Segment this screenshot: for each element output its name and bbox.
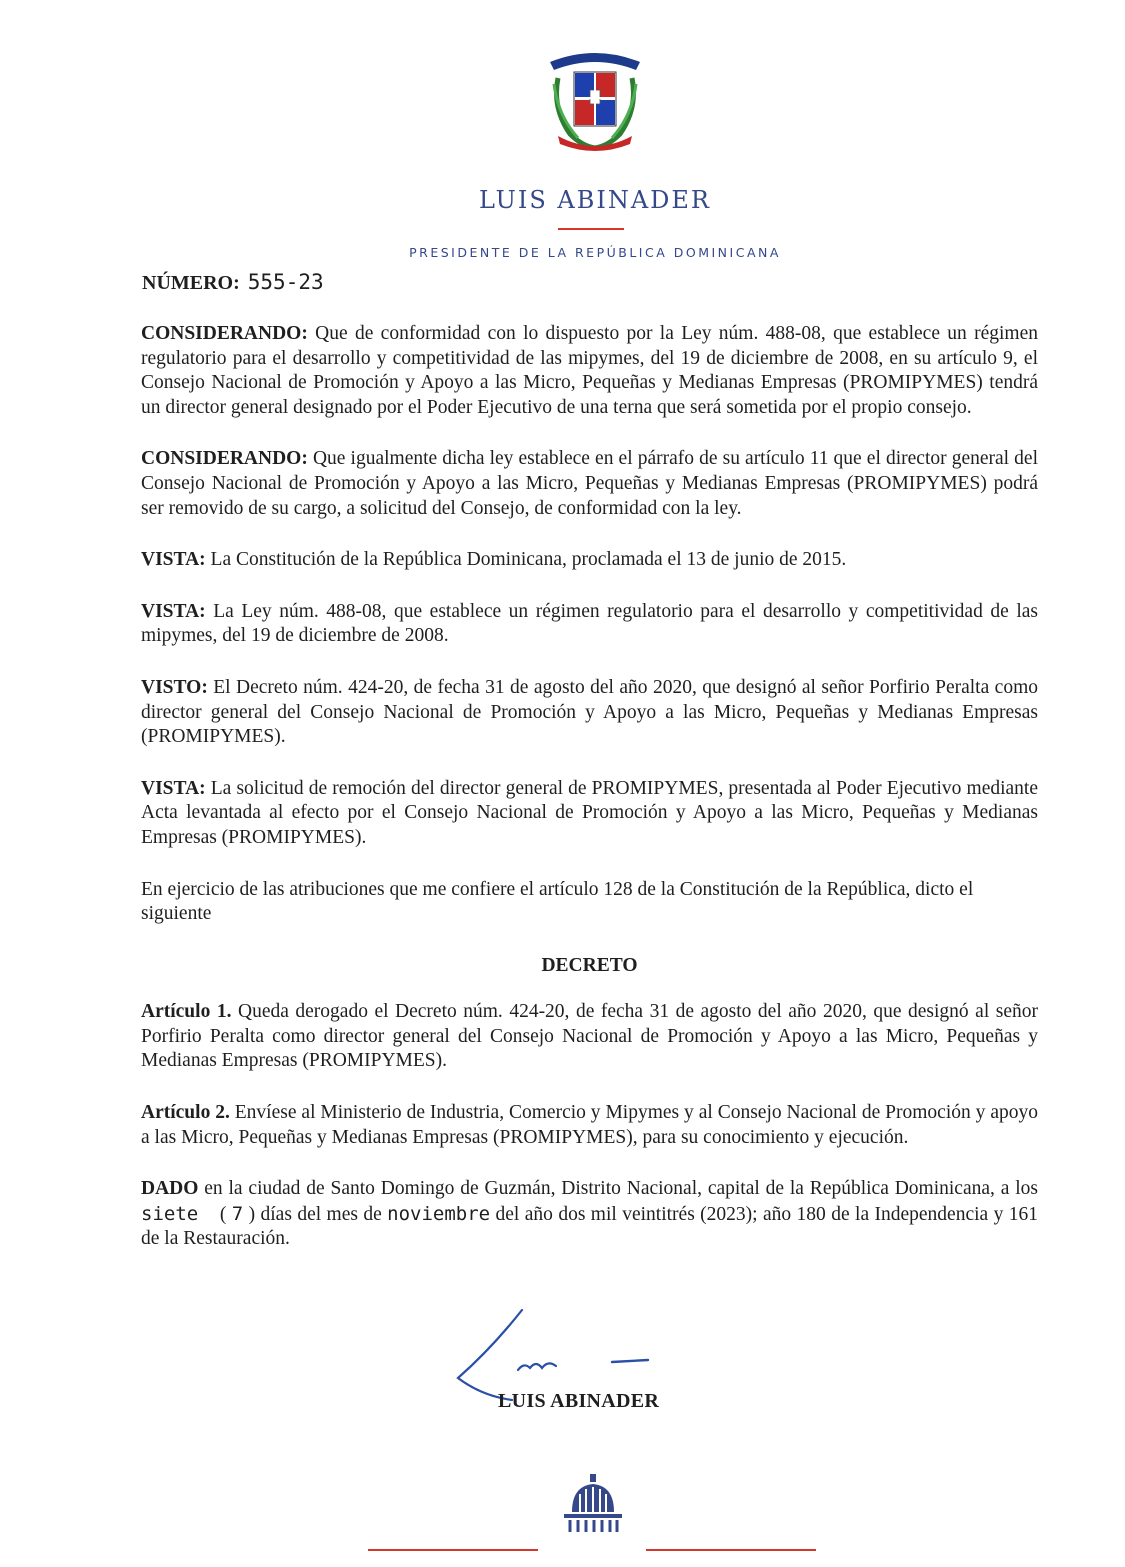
day-word: siete — [141, 1202, 199, 1225]
decree-number-label: NÚMERO: — [142, 272, 240, 294]
paragraph-text: Que de conformidad con lo dispuesto por la Ley núm. 488-08, que establece un régimen regulatorio para el desarrollo y competitividad de las mipymes, del 19 de diciembre de 2008, en su artículo 9, el Consejo Nacional de Promoción y Apoyo a las Micro, Pequeñas y Medianas Empresas (PROMIPYMES) tendrá un director general designado por el Poder Ejecutivo de una terna que será sometida por el propio consejo. — [141, 323, 1038, 418]
palace-dome-icon — [560, 1474, 626, 1534]
paragraph — [141, 548, 1038, 573]
header-name: LUIS ABINADER — [478, 186, 711, 214]
header-subtitle: PRESIDENTE DE LA REPÚBLICA DOMINICANA — [409, 245, 781, 260]
dado-paragraph: DADO en la ciudad de Santo Domingo de Guzmán, Distrito Nacional, capital de la República Dominicana, a los siete ( 7 ) días del mes de noviembre del año dos mil veintitrés (2023); año 180 de la Independencia y 161 de la Restauración. — [141, 1178, 1038, 1250]
paragraph-text: La Constitución de la República Dominicana, proclamada el 13 de junio de 2015. — [205, 549, 847, 571]
paragraph — [141, 676, 1038, 750]
article-text: Envíese al Ministerio de Industria, Comercio y Mipymes y al Consejo Nacional de Promoción y apoyo a las Micro, Pequeñas y Medianas Empresas (PROMIPYMES), para su conocimiento y ejecución. — [141, 1102, 1038, 1148]
footer-line-left — [368, 1549, 538, 1551]
month-name: noviembre — [387, 1202, 491, 1225]
dado-text: en la ciudad de Santo Domingo de Guzmán, Distrito Nacional, capital de la República Dominicana, a los — [198, 1178, 1038, 1200]
paragraph — [141, 878, 1038, 927]
dado-lead: DADO — [141, 1178, 199, 1200]
decreto-title: DECRETO — [541, 954, 638, 976]
paragraph-text: La Ley núm. 488-08, que establece un régimen regulatorio para el desarrollo y competitividad de las mipymes, del 19 de diciembre de 2008. — [141, 600, 1038, 647]
decree-number — [142, 270, 324, 295]
coat-of-arms-seal — [544, 38, 646, 156]
paragraph-text: En ejercicio de las atribuciones que me confiere el artículo 128 de la Constitución de la República, dicto el siguiente — [141, 878, 974, 925]
article — [141, 1101, 1038, 1150]
article-lead: Artículo 1. — [141, 1001, 232, 1023]
footer-line-right — [646, 1549, 816, 1551]
article-lead: Artículo 2. — [141, 1102, 230, 1124]
signature-name: LUIS ABINADER — [498, 1390, 660, 1412]
document-body — [141, 322, 1038, 1279]
article — [141, 1000, 1038, 1074]
header-divider — [558, 228, 624, 230]
dado-text: del año dos mil veintitrés (2023); año 180 de la Independencia y 161 de la Restauración. — [141, 1203, 1038, 1250]
paragraph-lead: VISTO: — [141, 676, 208, 698]
paragraph — [141, 600, 1038, 649]
day-number: 7 — [231, 1202, 244, 1225]
decree-number-value: 555-23 — [247, 270, 324, 294]
paragraph — [141, 777, 1038, 851]
paragraph-lead: VISTA: — [141, 549, 206, 571]
paragraph-lead: VISTA: — [141, 777, 206, 799]
paragraph-text: Que igualmente dicha ley establece en el párrafo de su artículo 11 que el director general del Consejo Nacional de Promoción y Apoyo a las Micro, Pequeñas y Medianas Empresas (PROMIPYMES) podrá ser removido de su cargo, a solicitud del Consejo, de conformidad con la ley. — [141, 448, 1038, 519]
article-text: Queda derogado el Decreto núm. 424-20, de fecha 31 de agosto del año 2020, que designó al señor Porfirio Peralta como director general del Consejo Nacional de Promoción y Apoyo a las Micro, Pequeñas y Medianas Empresas (PROMIPYMES). — [141, 1001, 1038, 1072]
paragraph-lead: CONSIDERANDO: — [141, 323, 308, 344]
paragraph-lead: CONSIDERANDO: — [141, 448, 308, 470]
dado-text: días del mes de — [255, 1203, 388, 1225]
paragraph — [141, 447, 1038, 521]
paragraph-text: La solicitud de remoción del director general de PROMIPYMES, presentada al Poder Ejecutivo mediante Acta levantada al efecto por el Consejo Nacional de Promoción y Apoyo a las Micro, Pequeñas y Medianas Empresas (PROMIPYMES). — [141, 777, 1038, 848]
paragraph-lead: VISTA: — [141, 600, 206, 622]
paragraph — [141, 322, 1038, 420]
paragraph-text: El Decreto núm. 424-20, de fecha 31 de agosto del año 2020, que designó al señor Porfirio Peralta como director general del Consejo Nacional de Promoción y Apoyo a las Micro, Pequeñas y Medianas Empresas (PROMIPYMES). — [141, 676, 1038, 748]
